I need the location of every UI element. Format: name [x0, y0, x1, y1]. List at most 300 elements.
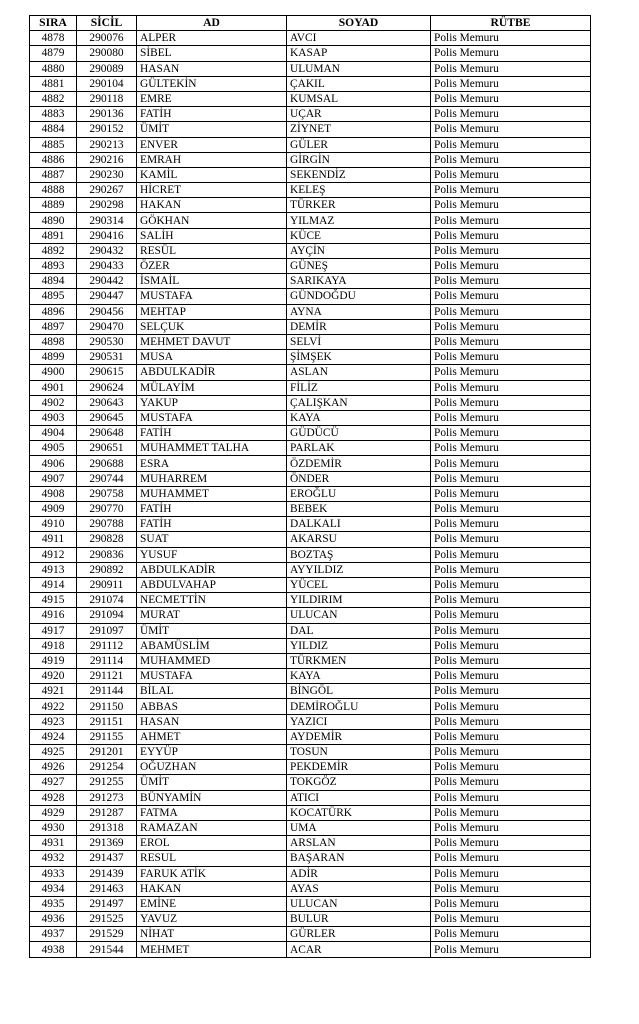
cell-sicil: 290892	[77, 562, 137, 577]
cell-ad: SELÇUK	[137, 319, 287, 334]
cell-rutbe: Polis Memuru	[431, 61, 591, 76]
cell-ad: HAKAN	[137, 881, 287, 896]
cell-sicil: 291150	[77, 699, 137, 714]
cell-soyad: YILDIRIM	[287, 593, 431, 608]
table-row	[30, 410, 591, 425]
cell-ad: FATMA	[137, 805, 287, 820]
table-row	[30, 213, 591, 228]
cell-rutbe: Polis Memuru	[431, 365, 591, 380]
table-row	[30, 395, 591, 410]
header-row	[30, 16, 591, 31]
cell-soyad: GÜNEŞ	[287, 259, 431, 274]
cell-rutbe: Polis Memuru	[431, 577, 591, 592]
table-row	[30, 441, 591, 456]
table-row	[30, 881, 591, 896]
table-row	[30, 805, 591, 820]
cell-rutbe: Polis Memuru	[431, 608, 591, 623]
cell-sicil: 291439	[77, 866, 137, 881]
cell-sira: 4916	[30, 608, 77, 623]
cell-soyad: SELVİ	[287, 334, 431, 349]
cell-rutbe: Polis Memuru	[431, 289, 591, 304]
cell-soyad: SEKENDİZ	[287, 167, 431, 182]
cell-soyad: YÜCEL	[287, 577, 431, 592]
cell-sira: 4927	[30, 775, 77, 790]
table-row	[30, 167, 591, 182]
cell-sicil: 290648	[77, 426, 137, 441]
cell-sira: 4921	[30, 684, 77, 699]
cell-sira: 4923	[30, 714, 77, 729]
table-header	[30, 16, 591, 31]
cell-soyad: ADİR	[287, 866, 431, 881]
cell-sira: 4932	[30, 851, 77, 866]
cell-soyad: ULUCAN	[287, 608, 431, 623]
cell-soyad: TOKGÖZ	[287, 775, 431, 790]
cell-sicil: 290080	[77, 46, 137, 61]
cell-sira: 4938	[30, 942, 77, 957]
cell-rutbe: Polis Memuru	[431, 76, 591, 91]
table-row	[30, 775, 591, 790]
cell-ad: EROL	[137, 836, 287, 851]
cell-ad: EYYÜP	[137, 745, 287, 760]
cell-soyad: KAYA	[287, 410, 431, 425]
cell-sira: 4888	[30, 183, 77, 198]
cell-sira: 4892	[30, 243, 77, 258]
cell-sicil: 290645	[77, 410, 137, 425]
cell-sicil: 290267	[77, 183, 137, 198]
cell-rutbe: Polis Memuru	[431, 198, 591, 213]
cell-sira: 4924	[30, 729, 77, 744]
cell-soyad: BAŞARAN	[287, 851, 431, 866]
cell-ad: FATİH	[137, 502, 287, 517]
cell-rutbe: Polis Memuru	[431, 213, 591, 228]
table-row	[30, 851, 591, 866]
cell-ad: EMİNE	[137, 896, 287, 911]
cell-ad: FATİH	[137, 107, 287, 122]
table-row	[30, 365, 591, 380]
cell-soyad: ÖNDER	[287, 471, 431, 486]
cell-ad: RESUL	[137, 851, 287, 866]
cell-rutbe: Polis Memuru	[431, 350, 591, 365]
cell-sira: 4887	[30, 167, 77, 182]
cell-rutbe: Polis Memuru	[431, 380, 591, 395]
cell-ad: RESÜL	[137, 243, 287, 258]
cell-sira: 4890	[30, 213, 77, 228]
table-row	[30, 259, 591, 274]
cell-ad: HAKAN	[137, 198, 287, 213]
table-row	[30, 274, 591, 289]
table-row	[30, 729, 591, 744]
cell-rutbe: Polis Memuru	[431, 243, 591, 258]
cell-sira: 4931	[30, 836, 77, 851]
cell-rutbe: Polis Memuru	[431, 638, 591, 653]
cell-sicil: 290643	[77, 395, 137, 410]
cell-soyad: SARIKAYA	[287, 274, 431, 289]
cell-sira: 4911	[30, 532, 77, 547]
cell-soyad: ŞİMŞEK	[287, 350, 431, 365]
cell-sicil: 291254	[77, 760, 137, 775]
cell-ad: NECMETTİN	[137, 593, 287, 608]
table-row	[30, 912, 591, 927]
cell-soyad: ASLAN	[287, 365, 431, 380]
cell-ad: HASAN	[137, 61, 287, 76]
cell-sicil: 291144	[77, 684, 137, 699]
column-header-rutbe: RÜTBE	[431, 16, 591, 31]
cell-sira: 4905	[30, 441, 77, 456]
cell-sira: 4902	[30, 395, 77, 410]
cell-rutbe: Polis Memuru	[431, 31, 591, 46]
table-row	[30, 61, 591, 76]
table-row	[30, 517, 591, 532]
cell-sicil: 290624	[77, 380, 137, 395]
cell-ad: KAMİL	[137, 167, 287, 182]
cell-rutbe: Polis Memuru	[431, 122, 591, 137]
cell-soyad: KÜCE	[287, 228, 431, 243]
cell-sira: 4929	[30, 805, 77, 820]
personnel-table	[29, 15, 591, 958]
cell-sicil: 291155	[77, 729, 137, 744]
cell-soyad: AYYILDIZ	[287, 562, 431, 577]
cell-sira: 4878	[30, 31, 77, 46]
cell-sicil: 290433	[77, 259, 137, 274]
table-row	[30, 198, 591, 213]
cell-sicil: 291097	[77, 623, 137, 638]
cell-sira: 4926	[30, 760, 77, 775]
cell-ad: ABDULKADİR	[137, 562, 287, 577]
cell-sicil: 291074	[77, 593, 137, 608]
cell-sicil: 290447	[77, 289, 137, 304]
cell-soyad: KUMSAL	[287, 91, 431, 106]
cell-rutbe: Polis Memuru	[431, 729, 591, 744]
cell-ad: ABBAS	[137, 699, 287, 714]
cell-sira: 4937	[30, 927, 77, 942]
cell-ad: ÜMİT	[137, 122, 287, 137]
cell-rutbe: Polis Memuru	[431, 790, 591, 805]
cell-soyad: DAL	[287, 623, 431, 638]
cell-ad: MUHARREM	[137, 471, 287, 486]
cell-rutbe: Polis Memuru	[431, 107, 591, 122]
cell-soyad: ZİYNET	[287, 122, 431, 137]
cell-sira: 4915	[30, 593, 77, 608]
table-row	[30, 547, 591, 562]
cell-soyad: AKARSU	[287, 532, 431, 547]
cell-sicil: 291544	[77, 942, 137, 957]
cell-soyad: AVCI	[287, 31, 431, 46]
cell-ad: YAVUZ	[137, 912, 287, 927]
table-row	[30, 653, 591, 668]
cell-soyad: KASAP	[287, 46, 431, 61]
table-row	[30, 319, 591, 334]
table-row	[30, 456, 591, 471]
cell-sicil: 291318	[77, 820, 137, 835]
cell-ad: İSMAİL	[137, 274, 287, 289]
cell-ad: SİBEL	[137, 46, 287, 61]
cell-soyad: GÜDÜCÜ	[287, 426, 431, 441]
table-row	[30, 380, 591, 395]
cell-sicil: 290216	[77, 152, 137, 167]
cell-sira: 4914	[30, 577, 77, 592]
cell-ad: MUHAMMED	[137, 653, 287, 668]
cell-sira: 4882	[30, 91, 77, 106]
cell-sira: 4895	[30, 289, 77, 304]
cell-sira: 4935	[30, 896, 77, 911]
cell-soyad: GÜLER	[287, 137, 431, 152]
cell-sira: 4900	[30, 365, 77, 380]
table-row	[30, 122, 591, 137]
cell-rutbe: Polis Memuru	[431, 319, 591, 334]
cell-rutbe: Polis Memuru	[431, 486, 591, 501]
table-row	[30, 593, 591, 608]
cell-rutbe: Polis Memuru	[431, 745, 591, 760]
cell-sira: 4920	[30, 669, 77, 684]
cell-rutbe: Polis Memuru	[431, 517, 591, 532]
cell-soyad: ATICI	[287, 790, 431, 805]
cell-sira: 4884	[30, 122, 77, 137]
cell-rutbe: Polis Memuru	[431, 532, 591, 547]
cell-rutbe: Polis Memuru	[431, 851, 591, 866]
column-header-sira: SIRA	[30, 16, 77, 31]
cell-ad: ALPER	[137, 31, 287, 46]
cell-soyad: YAZICI	[287, 714, 431, 729]
column-header-soyad: SOYAD	[287, 16, 431, 31]
cell-sira: 4912	[30, 547, 77, 562]
cell-soyad: ÖZDEMİR	[287, 456, 431, 471]
cell-sicil: 290651	[77, 441, 137, 456]
cell-ad: MEHTAP	[137, 304, 287, 319]
cell-ad: ABDULVAHAP	[137, 577, 287, 592]
cell-sicil: 290213	[77, 137, 137, 152]
cell-sicil: 291287	[77, 805, 137, 820]
column-header-sicil: SİCİL	[77, 16, 137, 31]
table-row	[30, 502, 591, 517]
cell-rutbe: Polis Memuru	[431, 395, 591, 410]
cell-sira: 4885	[30, 137, 77, 152]
cell-sira: 4934	[30, 881, 77, 896]
cell-rutbe: Polis Memuru	[431, 699, 591, 714]
table-row	[30, 638, 591, 653]
cell-rutbe: Polis Memuru	[431, 137, 591, 152]
cell-rutbe: Polis Memuru	[431, 471, 591, 486]
cell-rutbe: Polis Memuru	[431, 228, 591, 243]
column-header-ad: AD	[137, 16, 287, 31]
table-row	[30, 623, 591, 638]
table-row	[30, 228, 591, 243]
table-row	[30, 334, 591, 349]
cell-rutbe: Polis Memuru	[431, 334, 591, 349]
cell-rutbe: Polis Memuru	[431, 912, 591, 927]
cell-sicil: 290456	[77, 304, 137, 319]
table-row	[30, 31, 591, 46]
table-row	[30, 289, 591, 304]
cell-sira: 4919	[30, 653, 77, 668]
cell-soyad: AYNA	[287, 304, 431, 319]
cell-sicil: 291525	[77, 912, 137, 927]
cell-soyad: ACAR	[287, 942, 431, 957]
cell-rutbe: Polis Memuru	[431, 593, 591, 608]
table-row	[30, 927, 591, 942]
cell-ad: FARUK ATİK	[137, 866, 287, 881]
cell-ad: ÜMİT	[137, 623, 287, 638]
cell-soyad: TÜRKMEN	[287, 653, 431, 668]
cell-sicil: 290442	[77, 274, 137, 289]
cell-ad: EMRAH	[137, 152, 287, 167]
cell-sira: 4881	[30, 76, 77, 91]
cell-soyad: KAYA	[287, 669, 431, 684]
cell-soyad: KELEŞ	[287, 183, 431, 198]
cell-soyad: ULUCAN	[287, 896, 431, 911]
cell-sicil: 291273	[77, 790, 137, 805]
cell-soyad: DEMİROĞLU	[287, 699, 431, 714]
cell-sira: 4918	[30, 638, 77, 653]
cell-sira: 4883	[30, 107, 77, 122]
table-row	[30, 745, 591, 760]
cell-sicil: 291529	[77, 927, 137, 942]
cell-rutbe: Polis Memuru	[431, 760, 591, 775]
cell-soyad: ÇAKIL	[287, 76, 431, 91]
cell-ad: MÜLAYİM	[137, 380, 287, 395]
cell-sira: 4910	[30, 517, 77, 532]
cell-sicil: 290314	[77, 213, 137, 228]
cell-ad: SALİH	[137, 228, 287, 243]
cell-sira: 4907	[30, 471, 77, 486]
cell-soyad: YILDIZ	[287, 638, 431, 653]
cell-sira: 4880	[30, 61, 77, 76]
cell-ad: ENVER	[137, 137, 287, 152]
cell-rutbe: Polis Memuru	[431, 623, 591, 638]
cell-soyad: ARSLAN	[287, 836, 431, 851]
cell-rutbe: Polis Memuru	[431, 547, 591, 562]
cell-sicil: 290470	[77, 319, 137, 334]
cell-sira: 4896	[30, 304, 77, 319]
cell-soyad: BEBEK	[287, 502, 431, 517]
cell-sicil: 290758	[77, 486, 137, 501]
cell-ad: MUSTAFA	[137, 669, 287, 684]
cell-soyad: TÜRKER	[287, 198, 431, 213]
cell-sicil: 290828	[77, 532, 137, 547]
cell-rutbe: Polis Memuru	[431, 669, 591, 684]
cell-rutbe: Polis Memuru	[431, 653, 591, 668]
cell-sira: 4922	[30, 699, 77, 714]
cell-sicil: 291112	[77, 638, 137, 653]
cell-soyad: AYÇİN	[287, 243, 431, 258]
cell-sira: 4894	[30, 274, 77, 289]
cell-sira: 4928	[30, 790, 77, 805]
cell-sicil: 290788	[77, 517, 137, 532]
cell-ad: MUSA	[137, 350, 287, 365]
cell-ad: HASAN	[137, 714, 287, 729]
table-row	[30, 684, 591, 699]
cell-soyad: ÇALIŞKAN	[287, 395, 431, 410]
cell-sicil: 290104	[77, 76, 137, 91]
cell-soyad: KOCATÜRK	[287, 805, 431, 820]
cell-sicil: 290152	[77, 122, 137, 137]
table-row	[30, 608, 591, 623]
cell-sira: 4936	[30, 912, 77, 927]
cell-rutbe: Polis Memuru	[431, 259, 591, 274]
cell-rutbe: Polis Memuru	[431, 866, 591, 881]
cell-sicil: 291369	[77, 836, 137, 851]
cell-soyad: DEMİR	[287, 319, 431, 334]
cell-soyad: UMA	[287, 820, 431, 835]
cell-sira: 4913	[30, 562, 77, 577]
cell-sicil: 291201	[77, 745, 137, 760]
cell-rutbe: Polis Memuru	[431, 304, 591, 319]
cell-rutbe: Polis Memuru	[431, 714, 591, 729]
cell-sicil: 290076	[77, 31, 137, 46]
cell-ad: ÖZER	[137, 259, 287, 274]
cell-sira: 4901	[30, 380, 77, 395]
cell-ad: ÜMİT	[137, 775, 287, 790]
cell-sira: 4889	[30, 198, 77, 213]
cell-sicil: 291151	[77, 714, 137, 729]
cell-sira: 4879	[30, 46, 77, 61]
cell-soyad: FİLİZ	[287, 380, 431, 395]
cell-ad: FATİH	[137, 517, 287, 532]
cell-sira: 4899	[30, 350, 77, 365]
table-row	[30, 669, 591, 684]
cell-rutbe: Polis Memuru	[431, 46, 591, 61]
cell-rutbe: Polis Memuru	[431, 410, 591, 425]
cell-soyad: PARLAK	[287, 441, 431, 456]
cell-ad: YUSUF	[137, 547, 287, 562]
table-row	[30, 760, 591, 775]
cell-sicil: 290230	[77, 167, 137, 182]
cell-ad: AHMET	[137, 729, 287, 744]
cell-rutbe: Polis Memuru	[431, 836, 591, 851]
cell-sicil: 291121	[77, 669, 137, 684]
table-row	[30, 426, 591, 441]
cell-soyad: GÜRLER	[287, 927, 431, 942]
cell-soyad: AYDEMİR	[287, 729, 431, 744]
cell-soyad: BULUR	[287, 912, 431, 927]
cell-sicil: 290744	[77, 471, 137, 486]
cell-soyad: ULUMAN	[287, 61, 431, 76]
cell-sira: 4906	[30, 456, 77, 471]
table-row	[30, 91, 591, 106]
cell-ad: ABAMÜSLİM	[137, 638, 287, 653]
cell-ad: MURAT	[137, 608, 287, 623]
cell-ad: GÜLTEKİN	[137, 76, 287, 91]
cell-soyad: BİNGÖL	[287, 684, 431, 699]
cell-soyad: UÇAR	[287, 107, 431, 122]
table-row	[30, 107, 591, 122]
table-row	[30, 152, 591, 167]
cell-rutbe: Polis Memuru	[431, 927, 591, 942]
cell-sira: 4903	[30, 410, 77, 425]
cell-soyad: BOZTAŞ	[287, 547, 431, 562]
cell-sira: 4891	[30, 228, 77, 243]
cell-rutbe: Polis Memuru	[431, 684, 591, 699]
cell-sira: 4925	[30, 745, 77, 760]
cell-sicil: 290615	[77, 365, 137, 380]
cell-ad: MEHMET DAVUT	[137, 334, 287, 349]
cell-sicil: 290416	[77, 228, 137, 243]
cell-rutbe: Polis Memuru	[431, 942, 591, 957]
cell-sira: 4917	[30, 623, 77, 638]
cell-ad: HİCRET	[137, 183, 287, 198]
table-row	[30, 183, 591, 198]
cell-ad: MUSTAFA	[137, 289, 287, 304]
cell-ad: MUHAMMET	[137, 486, 287, 501]
cell-soyad: DALKALI	[287, 517, 431, 532]
cell-soyad: PEKDEMİR	[287, 760, 431, 775]
table-row	[30, 790, 591, 805]
cell-ad: RAMAZAN	[137, 820, 287, 835]
cell-sicil: 290136	[77, 107, 137, 122]
cell-ad: MEHMET	[137, 942, 287, 957]
table-row	[30, 699, 591, 714]
cell-rutbe: Polis Memuru	[431, 896, 591, 911]
cell-sicil: 290911	[77, 577, 137, 592]
